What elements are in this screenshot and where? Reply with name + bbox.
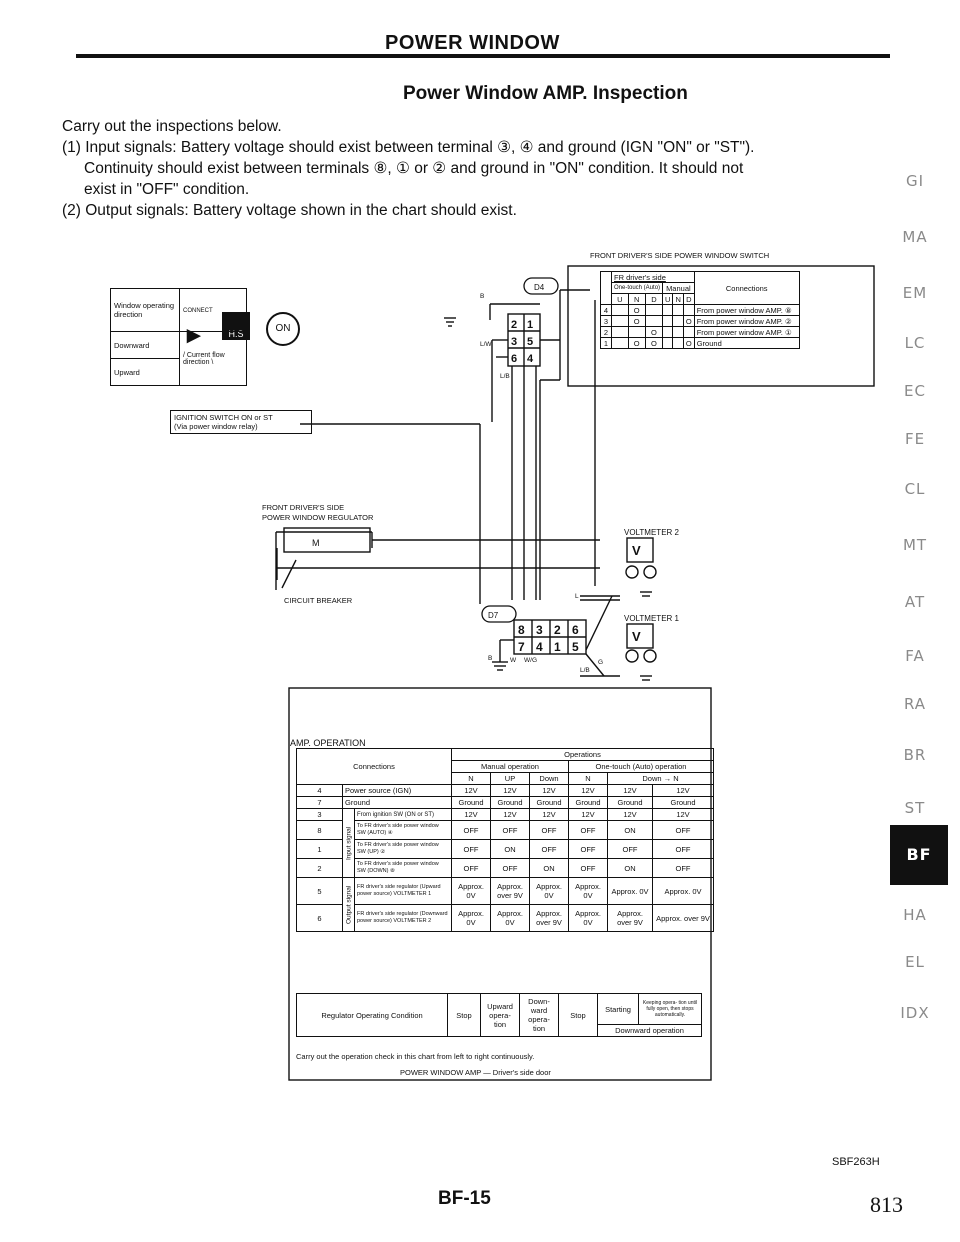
switch-cell [612,338,629,349]
amp-terminal: 2 [297,859,343,878]
d4-label: D4 [534,283,545,292]
wire-b2: B [488,655,493,662]
amp-val: Approx. 0V [452,878,491,905]
amp-val: 12V [569,785,608,797]
d4-pin: 6 [511,353,518,365]
amp-val: Approx. 0V [608,878,653,905]
voltmeter2-label: VOLTMETER 2 [624,528,679,537]
switch-cell [673,338,683,349]
condition-val: Stop [559,994,598,1037]
direction-down-label: Downward [111,332,180,359]
amp-sub: N [452,773,491,785]
current-flow-label: Current flow direction [183,351,225,366]
amp-val: OFF [569,821,608,840]
d4-pin: 4 [527,353,534,365]
direction-header: Window operating direction [111,289,180,332]
amp-val: OFF [608,840,653,859]
amp-val: 12V [608,809,653,821]
tab-cl[interactable]: CL [904,480,926,498]
tab-gi[interactable]: GI [905,172,925,190]
amp-val: OFF [530,821,569,840]
intro-line: Continuity should exist between terminals ⑧, ① or ② and ground in "ON" condition. It should not [84,160,744,177]
d4-pin: 1 [527,319,534,331]
wire-lb2: L/B [580,667,590,674]
switch-cell: O [628,305,645,316]
d7-pin: 5 [572,640,579,654]
amp-val: OFF [530,840,569,859]
amp-terminal: 3 [297,809,343,821]
switch-cell [683,305,694,316]
tab-el[interactable]: EL [905,953,925,971]
amp-head-onetouch: One-touch (Auto) operation [569,761,714,773]
amp-val: ON [530,859,569,878]
amp-val: 12V [530,785,569,797]
regulator-label: FRONT DRIVER'S SIDE [262,503,345,512]
amp-val: Approx. over 9V [491,878,530,905]
amp-val: Approx. 0V [569,878,608,905]
amp-note: Carry out the operation check in this chart from left to right continuously. [296,1052,535,1061]
tab-fa[interactable]: FA [905,647,925,665]
switch-corner [601,272,612,305]
tab-fe[interactable]: FE [904,430,926,448]
switch-cell: O [683,316,694,327]
amp-val: 12V [452,785,491,797]
condition-val: Starting [598,994,639,1025]
amp-terminal: 1 [297,840,343,859]
amp-val: Ground [608,797,653,809]
amp-val: OFF [452,840,491,859]
tab-br[interactable]: BR [903,746,927,764]
amp-conn: FR driver's side regulator (Downward power source) VOLTMETER 2 [355,905,452,932]
voltmeter2-v: V [632,543,641,558]
switch-cell [612,327,629,338]
amp-val: Approx. 0V [653,878,714,905]
switch-cell [683,327,694,338]
amp-sub: Down → N [608,773,714,785]
tab-em[interactable]: EM [902,284,928,302]
switch-cell [663,338,673,349]
switch-terminal: 3 [601,316,612,327]
amp-val: Ground [491,797,530,809]
amp-val: OFF [653,859,714,878]
amp-val: 12V [452,809,491,821]
d7-pin: 2 [554,623,561,637]
amp-head-manual: Manual operation [452,761,569,773]
tab-mt[interactable]: MT [902,536,928,554]
d4-pin: 5 [527,336,534,348]
amp-conn: To FR driver's side power window SW (UP) ② [355,840,452,859]
switch-cell [645,316,662,327]
regulator-condition-table [296,993,702,1037]
amp-val: Ground [653,797,714,809]
tab-ra[interactable]: RA [903,695,927,713]
switch-sub: D [645,294,662,305]
amp-val: OFF [452,859,491,878]
voltmeter1-v: V [632,629,641,644]
arrow-up: \ [211,358,214,366]
direction-up-label: Upward [111,359,180,386]
d4-pin: 2 [511,319,518,331]
switch-conn: From power window AMP. ⑧ [694,305,799,316]
switch-cell [663,305,673,316]
amp-terminal: 5 [297,878,343,905]
tab-lc[interactable]: LC [904,334,926,352]
tab-ma[interactable]: MA [902,228,928,246]
switch-terminal: 1 [601,338,612,349]
amp-val: ON [491,840,530,859]
condition-keeping: Keeping opera- tion until fully open, then stops automatically. [639,994,702,1025]
wire-lb: L/B [500,373,510,380]
amp-val: Approx. 0V [452,905,491,932]
switch-title-cell: FR driver's side [612,272,695,283]
intro-line: (2) Output signals: Battery voltage shown in the chart should exist. [62,202,517,219]
amp-conn: To FR driver's side power window SW (DOWN) ⑧ [355,859,452,878]
amp-val: OFF [491,821,530,840]
condition-val: Stop [448,994,481,1037]
amp-sub: Down [530,773,569,785]
amp-operation-table [296,748,714,932]
d7-pin: 8 [518,623,525,637]
switch-connections-head: Connections [694,272,799,305]
amp-terminal: 6 [297,905,343,932]
tab-bf-active[interactable]: BF [890,825,948,885]
switch-cell [663,327,673,338]
amp-val: 12V [608,785,653,797]
voltmeter1-label: VOLTMETER 1 [624,614,679,623]
direction-header-cell [180,289,247,332]
condition-val: Down- ward opera- tion [520,994,559,1037]
harness-icon: H.S [222,312,250,340]
switch-conn: From power window AMP. ② [694,316,799,327]
amp-val: ON [608,859,653,878]
output-signal-label: Output signal [343,878,355,932]
d7-pin: 1 [554,640,561,654]
switch-sub: U [612,294,629,305]
wire-wg: W/G [524,657,537,664]
ignition-line: (Via power window relay) [174,422,258,431]
amp-val: ON [608,821,653,840]
wire-lw: L/W [480,341,492,348]
switch-terminal: 4 [601,305,612,316]
switch-cell: O [628,338,645,349]
switch-conn: Ground [694,338,799,349]
section-title: POWER WINDOW [385,32,560,54]
switch-sub: U [663,294,673,305]
switch-cell [612,305,629,316]
amp-sub: N [569,773,608,785]
amp-val: 12V [653,785,714,797]
direction-table [110,288,247,386]
input-signal-label: Input signal [343,809,355,878]
tab-idx[interactable]: IDX [900,1004,930,1022]
d7-pin: 4 [536,640,543,654]
switch-sub: D [683,294,694,305]
switch-title-text: FRONT DRIVER'S SIDE POWER WINDOW SWITCH [590,251,770,260]
wire-g: G [598,659,604,666]
switch-onetouch-head: One-touch (Auto) [612,283,663,294]
page-code: BF-15 [438,1188,491,1209]
amp-val: OFF [491,859,530,878]
amp-conn: Ground [343,797,452,809]
ignition-on-icon: ON [266,312,300,346]
d4-pin: 3 [511,336,518,348]
amp-val: OFF [452,821,491,840]
amp-val: 12V [491,809,530,821]
amp-operation-caption: AMP. OPERATION [290,738,366,748]
tab-ec[interactable]: EC [904,382,926,400]
switch-cell [663,316,673,327]
switch-cell [612,316,629,327]
amp-val: 12V [530,809,569,821]
wire-w: W [510,657,517,664]
amp-val: Approx. 0V [530,878,569,905]
switch-cell: O [683,338,694,349]
amp-val: Approx. over 9V [653,905,714,932]
amp-val: Ground [452,797,491,809]
motor-symbol: M [312,538,320,548]
figure-code: SBF263H [832,1156,880,1168]
regulator-label: POWER WINDOW REGULATOR [262,513,374,522]
amp-val: Ground [569,797,608,809]
amp-val: OFF [569,840,608,859]
amp-val: OFF [653,821,714,840]
amp-bottom-label: POWER WINDOW AMP — Driver's side door [400,1068,551,1077]
d7-pin: 7 [518,640,525,654]
intro-line: exist in "OFF" condition. [84,181,250,198]
condition-label: Regulator Operating Condition [297,994,448,1037]
amp-conn: Power source (IGN) [343,785,452,797]
connect-label: CONNECT [183,308,213,314]
wire-l: L [575,593,579,600]
switch-cell: O [645,327,662,338]
amp-terminal: 7 [297,797,343,809]
amp-conn: From ignition SW (ON or ST) [355,809,452,821]
amp-terminal: 4 [297,785,343,797]
intro-line: Carry out the inspections below. [62,118,282,135]
amp-val: Approx. over 9V [530,905,569,932]
switch-cell: O [645,338,662,349]
amp-val: Approx. 0V [569,905,608,932]
tab-at[interactable]: AT [904,593,926,611]
circuit-breaker-label: CIRCUIT BREAKER [284,596,353,605]
switch-sub: N [673,294,683,305]
switch-terminal: 2 [601,327,612,338]
amp-conn: FR driver's side regulator (Upward power source) VOLTMETER 1 [355,878,452,905]
amp-val: 12V [653,809,714,821]
amp-val: Approx. 0V [491,905,530,932]
switch-cell [628,327,645,338]
tab-ha[interactable]: HA [903,906,927,924]
amp-val: 12V [569,809,608,821]
amp-sub: UP [491,773,530,785]
connector-plug-icon: ► [182,322,206,349]
amp-terminal: 8 [297,821,343,840]
d7-label: D7 [488,611,499,620]
intro-line: (1) Input signals: Battery voltage should exist between terminal ③, ④ and ground (IGN "ON" or "ST"). [62,139,755,156]
page-subtitle: Power Window AMP. Inspection [403,83,688,104]
amp-val: 12V [491,785,530,797]
amp-val: Approx. over 9V [608,905,653,932]
switch-cell [673,305,683,316]
switch-cell: O [628,316,645,327]
switch-manual-head: Manual [663,283,695,294]
condition-downward: Downward operation [598,1025,702,1037]
condition-val: Upward opera- tion [481,994,520,1037]
tab-st[interactable]: ST [904,799,926,817]
switch-cell [673,327,683,338]
amp-conn: To FR driver's side power window SW (AUTO) ④ [355,821,452,840]
switch-table [600,271,800,349]
amp-val: OFF [653,840,714,859]
switch-sub: N [628,294,645,305]
amp-head-connections: Connections [297,749,452,785]
switch-conn: From power window AMP. ① [694,327,799,338]
page-number: 813 [870,1192,903,1217]
arrow-down: / [183,351,185,359]
switch-cell [673,316,683,327]
wire-b: B [480,293,485,300]
ignition-switch-box [170,410,312,434]
d7-pin: 3 [536,623,543,637]
d7-pin: 6 [572,623,579,637]
ignition-line: IGNITION SWITCH ON or ST [174,413,273,422]
amp-val: Ground [530,797,569,809]
switch-cell [645,305,662,316]
current-flow [180,332,247,386]
amp-head-operations: Operations [452,749,714,761]
amp-val: OFF [569,859,608,878]
